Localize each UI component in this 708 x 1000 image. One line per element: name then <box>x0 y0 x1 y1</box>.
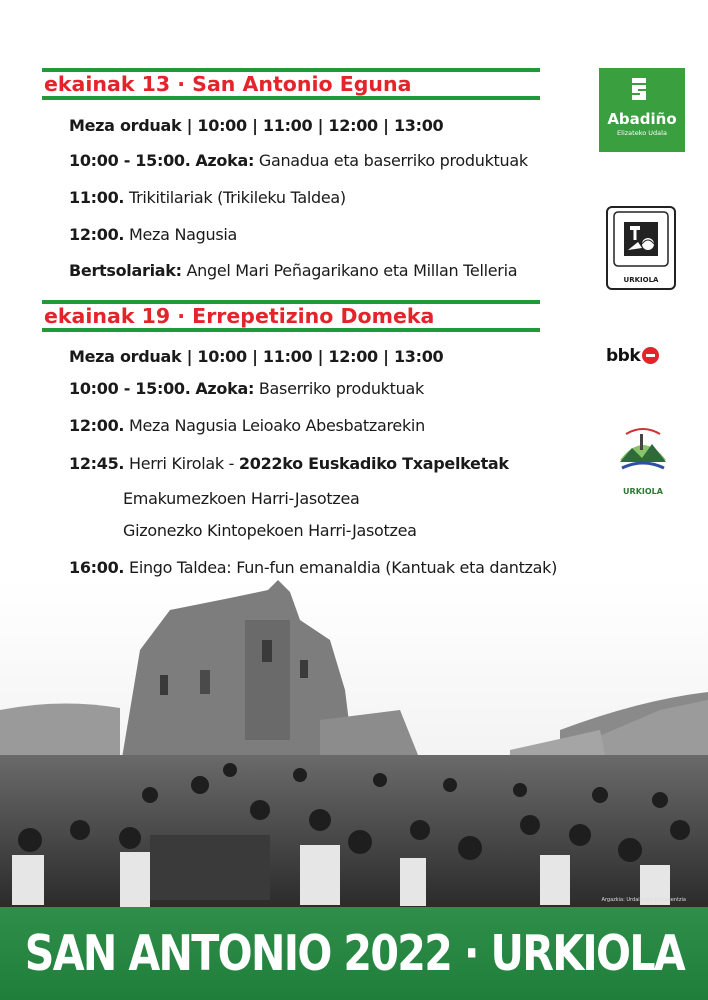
section-1-mass-times: Meza orduak | 10:00 | 11:00 | 12:00 | 13:00 <box>69 116 444 135</box>
section-1-header <box>42 68 540 100</box>
historical-photo <box>0 580 708 910</box>
section-2-event-6: 16:00. Eingo Taldea: Fun-fun emanaldia (Kantuak eta dantzak) <box>69 558 558 577</box>
bbk-dot-icon <box>642 347 659 364</box>
section-1-title: ekainak 13 · San Antonio Eguna <box>44 72 412 96</box>
footer-banner <box>0 907 708 1000</box>
section-2-event-3: 12:45. Herri Kirolak - 2022ko Euskadiko Txapelketak <box>69 454 509 473</box>
section-2-mass-times: Meza orduak | 10:00 | 11:00 | 12:00 | 13:00 <box>69 347 444 366</box>
parish-seal-icon <box>608 208 674 270</box>
section-2-header <box>42 300 540 332</box>
section-2-event-2: 12:00. Meza Nagusia Leioako Abesbatzarekin <box>69 416 425 435</box>
section-1-event-1: 10:00 - 15:00. Azoka: Ganadua eta baserriko produktuak <box>69 151 528 170</box>
section-2-event-1: 10:00 - 15:00. Azoka: Baserriko produktuak <box>69 379 424 398</box>
errepetizino-emblem-icon <box>612 420 674 482</box>
sanctuary-crowd-photo <box>0 580 708 910</box>
section-2-event-5: Gizonezko Kintopekoen Harri-Jasotzea <box>123 521 417 540</box>
section-1-event-2: 11:00. Trikitilariak (Trikileku Taldea) <box>69 188 346 207</box>
section-1-event-4: Bertsolariak: Angel Mari Peñagarikano eta Millan Telleria <box>69 261 518 280</box>
footer-title: SAN ANTONIO 2022 · URKIOLA <box>24 925 684 982</box>
bbk-logo: bbk <box>606 346 659 366</box>
errepetizino-logo: URKIOLA <box>612 420 674 496</box>
section-2-event-4: Emakumezkoen Harri-Jasotzea <box>123 489 360 508</box>
section-2-title: ekainak 19 · Errepetizino Domeka <box>44 304 435 328</box>
abadino-logo: Abadiño Elizateko Udala <box>599 68 685 152</box>
section-1-event-3: 12:00. Meza Nagusia <box>69 225 237 244</box>
photo-credit: Argazkia: Urdaibaiko fotoagentzia <box>601 897 686 903</box>
parish-seal-logo: URKIOLA <box>606 206 676 290</box>
abadino-symbol-icon <box>599 76 685 106</box>
